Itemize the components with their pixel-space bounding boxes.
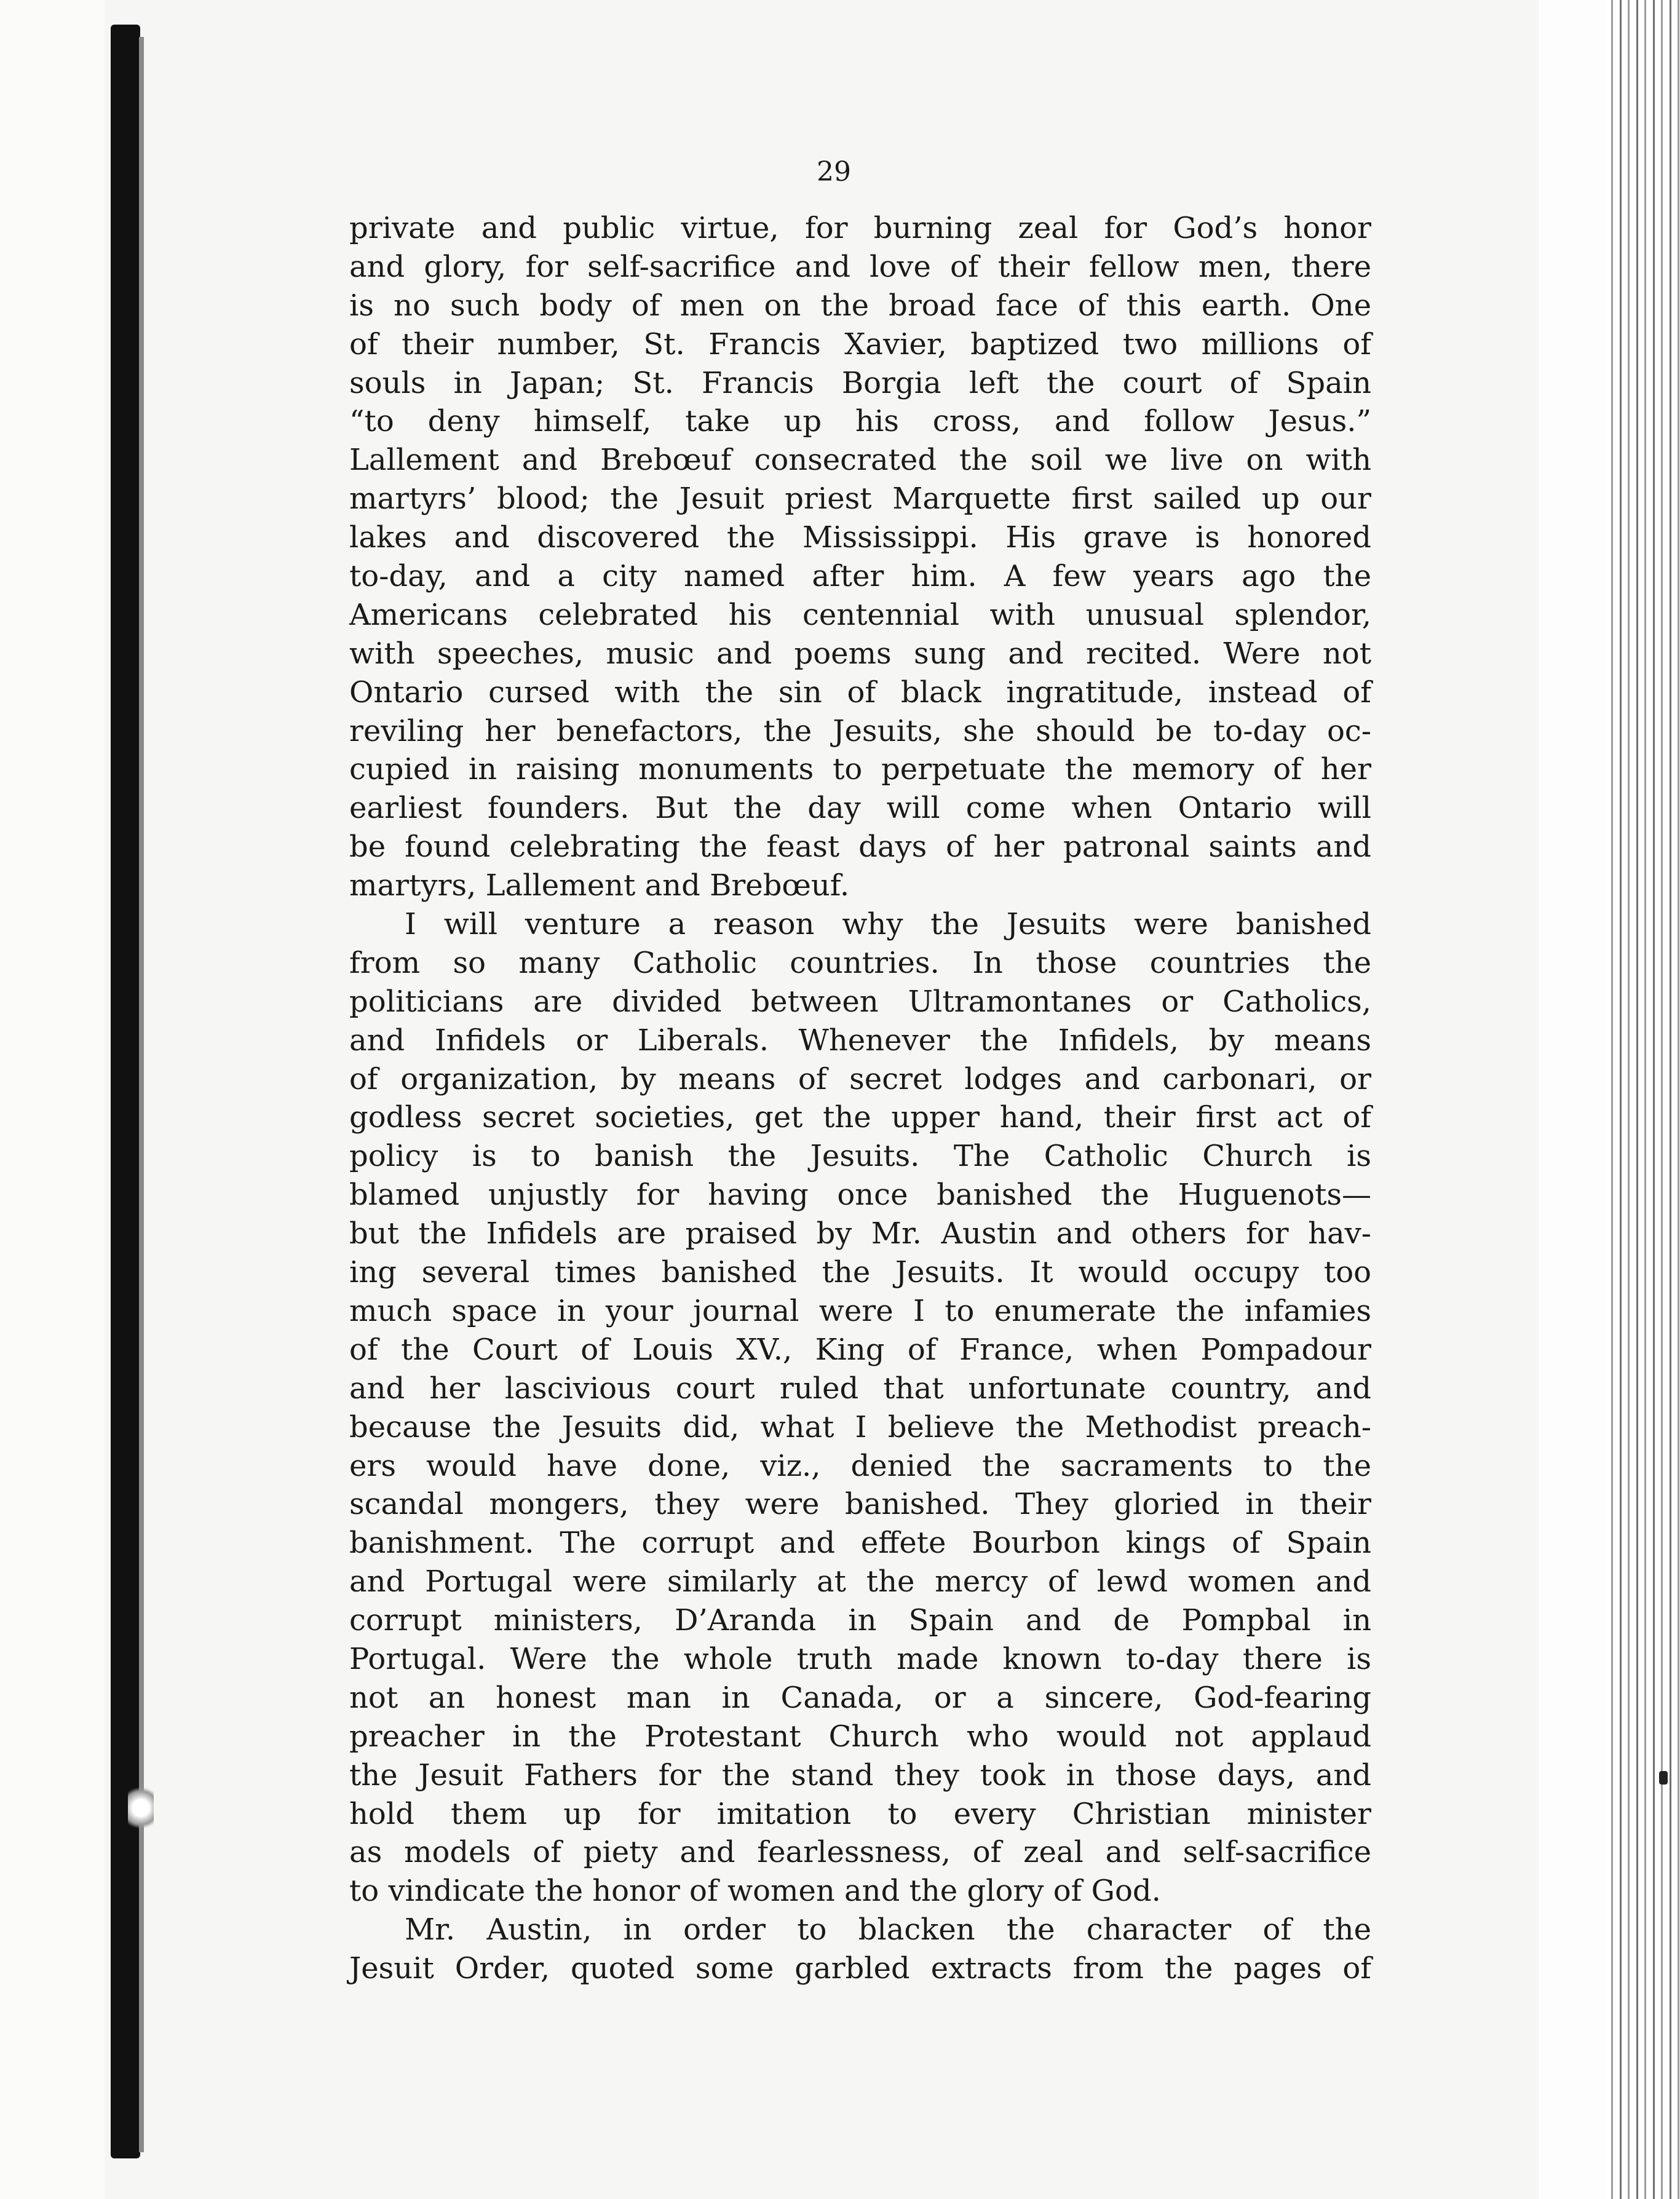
text-line: corrupt ministers, D’Aranda in Spain and de Pompbal in [349,1603,1371,1638]
text-line: I will venture a reason why the Jesuits were banished [405,907,1371,942]
text-line: Jesuit Order, quoted some garbled extracts from the pages of [349,1951,1371,1986]
text-line: lakes and discovered the Mississippi. His grave is honored [349,520,1371,555]
text-line: ing several times banished the Jesuits. It would occupy too [349,1255,1371,1290]
text-line: much space in your journal were I to enumerate the infamies [349,1293,1371,1328]
text-line: hold them up for imitation to every Christian minister [349,1796,1371,1831]
text-line: ers would have done, viz., denied the sacraments to the [349,1448,1371,1483]
text-line: and her lascivious court ruled that unfortunate country, and [349,1371,1371,1406]
paragraph [349,1911,1371,1988]
page-number: 29 [817,156,851,188]
text-line: of the Court of Louis XV., King of France, when Pompadour [349,1332,1371,1367]
text-line: cupied in raising monuments to perpetuate the memory of her [349,752,1371,787]
text-line: earliest founders. But the day will come when Ontario will [349,791,1371,826]
text-line: souls in Japan; St. Francis Borgia left the court of Spain [349,365,1371,400]
page-margin-right [1539,0,1606,2199]
text-line: blamed unjustly for having once banished the Huguenots— [349,1178,1371,1213]
paper-blemish [128,1783,154,1832]
text-line: godless secret societies, get the upper hand, their first act of [349,1100,1371,1135]
text-line: of organization, by means of secret lodges and carbonari, or [349,1061,1371,1096]
body-text [349,209,1371,1988]
text-line: policy is to banish the Jesuits. The Catholic Church is [349,1139,1371,1174]
text-line: as models of piety and fearlessness, of zeal and self-sacrifice [349,1835,1371,1870]
text-line: from so many Catholic countries. In those countries the [349,945,1371,980]
text-line: Lallement and Brebœuf consecrated the soil we live on with [349,443,1371,478]
text-line: Americans celebrated his centennial with unusual splendor, [349,597,1371,632]
text-line: Ontario cursed with the sin of black ingratitude, instead of [349,675,1371,710]
text-line: to-day, and a city named after him. A few years ago the [349,559,1371,594]
paragraph [349,905,1371,1911]
text-line: to vindicate the honor of women and the glory of God. [349,1874,1161,1909]
text-line: of their number, St. Francis Xavier, baptized two millions of [349,327,1371,362]
text-line: the Jesuit Fathers for the stand they took in those days, and [349,1757,1371,1793]
text-line: “to deny himself, take up his cross, and follow Jesus.” [349,404,1371,439]
text-line: scandal mongers, they were banished. They gloried in their [349,1487,1371,1522]
text-line: because the Jesuits did, what I believe the Methodist preach- [349,1409,1371,1444]
text-line: with speeches, music and poems sung and recited. Were not [349,636,1371,671]
text-line: is no such body of men on the broad face of this earth. One [349,288,1371,323]
text-line: preacher in the Protestant Church who would not applaud [349,1719,1371,1754]
text-line: not an honest man in Canada, or a sincere, God-fearing [349,1680,1371,1715]
text-line: and Infidels or Liberals. Whenever the Infidels, by means [349,1023,1371,1058]
text-line: martyrs’ blood; the Jesuit priest Marquette first sailed up our [349,481,1371,517]
binding-shadow [111,25,140,2158]
text-line: private and public virtue, for burning zeal for God’s honor [349,211,1371,245]
text-line: Mr. Austin, in order to blacken the character of the [405,1912,1371,1947]
text-line: and Portugal were similarly at the mercy of lewd women and [349,1564,1371,1599]
text-line: banishment. The corrupt and effete Bourbon kings of Spain [349,1526,1371,1561]
paragraph [349,209,1371,905]
text-line: reviling her benefactors, the Jesuits, she should be to-day oc- [349,713,1371,748]
binding-margin [0,0,105,2199]
text-line: be found celebrating the feast days of her patronal saints and [349,830,1371,865]
binding-edge [139,37,144,2152]
text-line: politicians are divided between Ultramontanes or Catholics, [349,984,1371,1019]
text-line: and glory, for self-sacrifice and love of their fellow men, there [349,249,1371,284]
text-line: Portugal. Were the whole truth made known to-day there is [349,1641,1371,1676]
text-line: martyrs, Lallement and Brebœuf. [349,868,850,903]
text-line: but the Infidels are praised by Mr. Austin and others for hav- [349,1216,1371,1251]
paper-speck [1659,1771,1668,1785]
